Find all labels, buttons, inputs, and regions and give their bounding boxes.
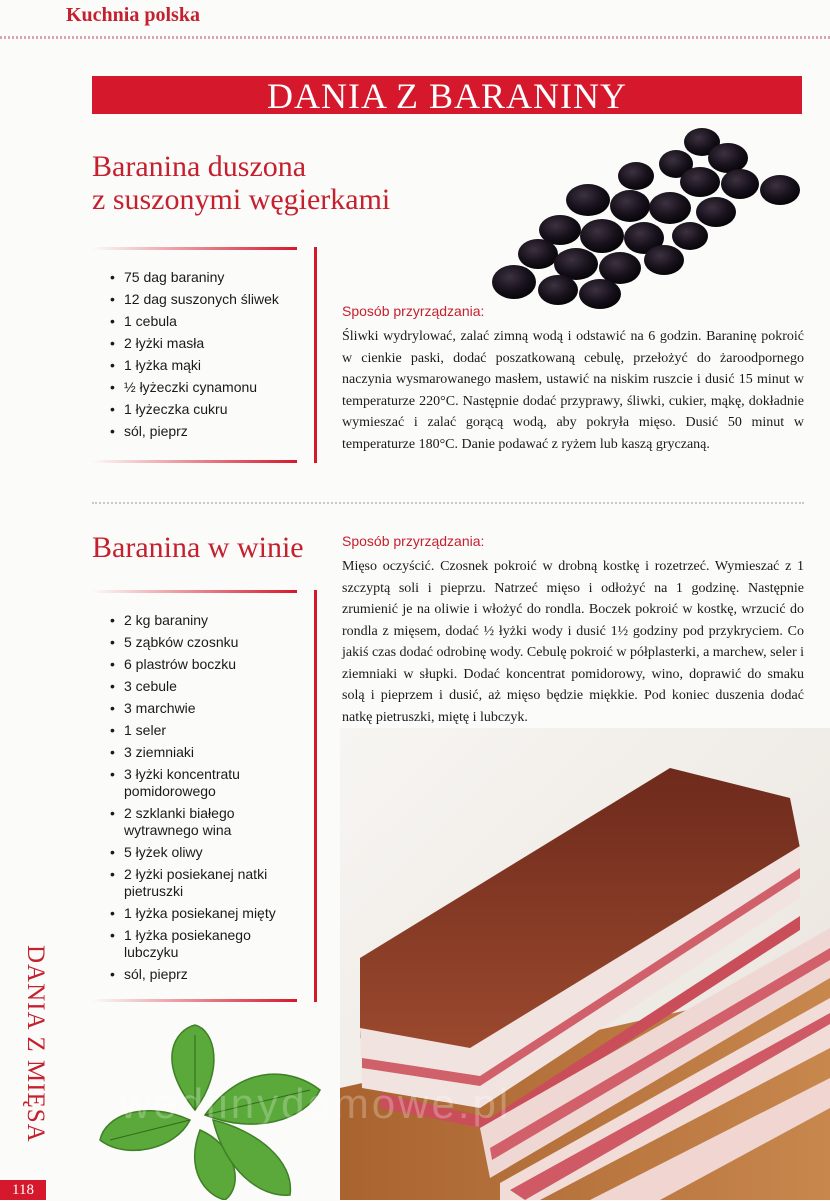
recipe-2-method-heading: Sposób przyrządzania: (342, 533, 485, 549)
ingredient-item: • 1 łyżka mąki (110, 357, 300, 374)
ingredient-item: • 1 seler (110, 722, 300, 739)
ingredient-item: • 2 łyżki masła (110, 335, 300, 352)
prunes-photo (478, 118, 813, 313)
ingredient-item: • 12 dag suszonych śliwek (110, 291, 300, 308)
ingredient-item: • 1 łyżka posiekanego lubczyku (110, 927, 300, 961)
ingredient-item: • sól, pieprz (110, 966, 300, 983)
recipe-1-ingredients-box (92, 247, 317, 463)
ingredient-item: • 2 kg baraniny (110, 612, 300, 629)
watermark: wedlinydomowe.pl (120, 1080, 512, 1127)
ingredient-item: • 2 szklanki białego wytrawnego wina (110, 805, 300, 839)
ingredient-item: • 1 łyżeczka cukru (110, 401, 300, 418)
ingredient-item: • 3 cebule (110, 678, 300, 695)
recipe-2-ingredient-list (110, 612, 300, 988)
recipe-1-method-text: Śliwki wydrylować, zalać zimną wodą i odstawić na 6 godzin. Baraninę pokroić w cienkie paski, dodać poszatkowaną cebulę, przełożyć do żaroodpornego naczynia wysmarowanego masłem, ustawić na niskim ruszcie i dusić 15 minut w temperaturze 220°C. Następnie dodać przyprawy, śliwki, cukier, mąkę, dokładnie wymieszać i zalać gorącą wodą, aby pokryła mięso. Dusić 50 minut w temperaturze 180°C. Danie podawać z ryżem lub kaszą gryczaną. (342, 329, 804, 452)
running-title: Kuchnia polska (66, 4, 200, 26)
ingredient-item: • 3 marchwie (110, 700, 300, 717)
recipe-1-method-heading: Sposób przyrządzania: (342, 303, 485, 319)
ingredient-item: • 2 łyżki posiekanej natki pietruszki (110, 866, 300, 900)
recipe-divider (92, 502, 804, 504)
ingredient-item: • 5 łyżek oliwy (110, 844, 300, 861)
recipe-2-method-text: Mięso oczyścić. Czosnek pokroić w drobną kostkę i rozetrzeć. Wymieszać z 1 szczyptą soli i pieprzu. Natrzeć mięso i odłożyć na 1 godzinę. Następnie zrumienić je na oliwie i włożyć do rondla. Boczek pokroić w kostkę, wrzucić do rondla z mięsem, dodać ½ łyżki wody i dusić 1½ godziny pod przykryciem. Co jakiś czas dodać odrobinę wody. Cebulę pokroić w półplasterki, a marchew, seler i ziemniaki w słupki. Dodać koncentrat pomidorowy, wino, doprawić do smaku solą i pieprzem i dusić, aż mięso będzie miękkie. Pod koniec duszenia dodać natkę pietruszki, miętę i lubczyk. (342, 559, 804, 725)
ingredient-item: • 5 ząbków czosnku (110, 634, 300, 651)
ingredient-item: • 6 plastrów boczku (110, 656, 300, 673)
ingredient-item: • 1 cebula (110, 313, 300, 330)
recipe-1-title-line-1: Baranina duszona (92, 150, 307, 183)
recipe-2-ingredients-box (92, 590, 317, 1002)
bacon-photo (340, 728, 830, 1200)
ingredient-item: • 3 ziemniaki (110, 744, 300, 761)
ingredient-item: • 3 łyżki koncentratu pomidorowego (110, 766, 300, 800)
ingredient-item: • 1 łyżka posiekanej mięty (110, 905, 300, 922)
header-rule (0, 36, 830, 39)
recipe-2-title: Baranina w winie (92, 531, 304, 564)
ingredient-item: • ½ łyżeczki cynamonu (110, 379, 300, 396)
side-section-label: DANIA Z MIĘSA (22, 945, 49, 1143)
section-banner: DANIA Z BARANINY (92, 76, 802, 114)
ingredient-item: • 75 dag baraniny (110, 269, 300, 286)
recipe-1-title-line-2: z suszonymi węgierkami (92, 183, 391, 216)
recipe-1-title (92, 150, 432, 216)
page-number: 118 (0, 1180, 46, 1200)
recipe-1-ingredient-list (110, 269, 300, 445)
ingredient-item: • sól, pieprz (110, 423, 300, 440)
